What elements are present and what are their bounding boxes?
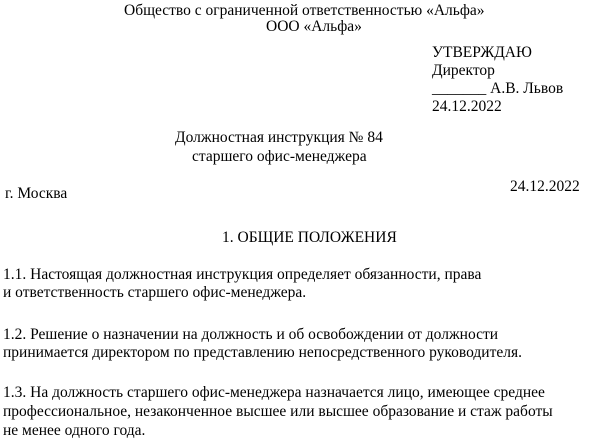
- paragraph-line: 1.1. Настоящая должностная инструкция определяет обязанности, права: [3, 266, 482, 283]
- org-full-name: Общество с ограниченной ответственностью «Альфа»: [124, 2, 485, 19]
- approval-position: Директор: [432, 62, 495, 79]
- paragraph-line: и ответственность старшего офис-менеджера.: [3, 284, 307, 301]
- doc-title-line2: старшего офис-менеджера: [192, 148, 367, 165]
- doc-city: г. Москва: [5, 185, 68, 202]
- paragraph-line: принимается директором по представлению непосредственного руководителя.: [3, 344, 522, 361]
- section-heading: 1. ОБЩИЕ ПОЛОЖЕНИЯ: [222, 229, 397, 246]
- org-short-name: ООО «Альфа»: [266, 18, 362, 35]
- paragraph-line: 1.2. Решение о назначении на должность и об освобождении от должности: [3, 326, 499, 343]
- approval-date: 24.12.2022: [432, 98, 502, 115]
- approval-title: УТВЕРЖДАЮ: [432, 44, 532, 61]
- paragraph-line: профессиональное, незаконченное высшее или высшее образование и стаж работы: [3, 403, 553, 420]
- approval-signature: _______ А.В. Львов: [432, 80, 564, 97]
- paragraph-line: не менее одного года.: [3, 422, 146, 439]
- doc-date: 24.12.2022: [510, 178, 580, 195]
- paragraph-line: 1.3. На должность старшего офис-менеджера назначается лицо, имеющее среднее: [3, 384, 545, 401]
- doc-title-line1: Должностная инструкция № 84: [175, 129, 383, 146]
